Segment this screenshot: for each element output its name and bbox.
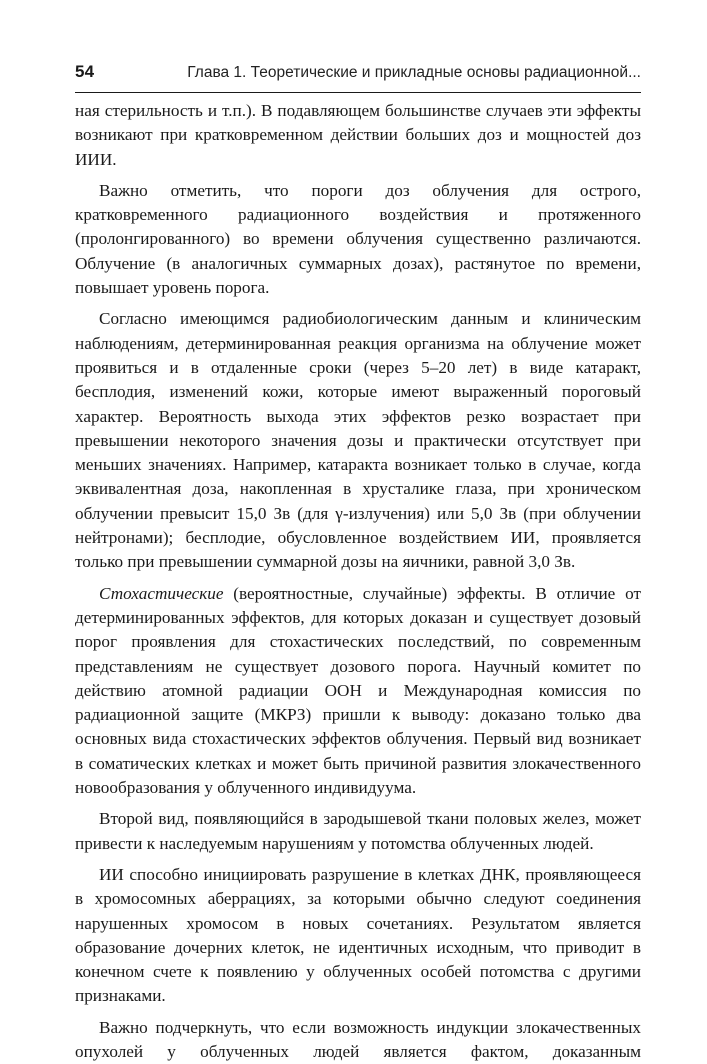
paragraph-second-type: Второй вид, появляющийся в зародышевой ткани половых желез, может привести к наследуемым нарушениям у потомства облученных людей. [75, 809, 641, 853]
stochastic-text: (вероятностные, случайные) эффекты. В отличие от детерминированных эффектов, для которых доказан и существует дозовый порог проявления для стохастических последствий, по современным представлениям не существует дозового порога. Научный комитет по действию атомной радиации ООН и Международная комиссия по радиационной защите (МКРЗ) пришли к выводу: доказано только два основных вида стохастических эффектов облучения. Первый вид возникает в соматических клетках и может быть причиной развития злокачественного новообразования у облученного индивидуума. [75, 583, 641, 798]
header-rule [75, 92, 641, 93]
paragraph-thresholds: Важно отметить, что пороги доз облучения для острого, кратковременного радиационного воздействия и протяженного (пролонгированного) во времени облучения существенно различаются. Облучение (в аналогичных суммарных дозах), растянутое по времени, повышает уровень порога. [75, 180, 641, 298]
paragraph-deterministic: Согласно имеющимся радиобиологическим данным и клиническим наблюдениям, детерминированная реакция организма на облучение может проявиться и в отдаленные сроки (через 5–20 лет) в виде катаракт, бесплодия, изменений кожи, которые имеют выраженный пороговый характер. Вероятность выхода этих эффектов резко возрастает при превышении некоторого значения дозы и практически отсутствует при меньших значениях. Например, катаракта возникает только в случае, когда эквивалентная доза, накопленная в хрусталике глаза, при хроническом облучении превысит 15,0 Зв (для γ-излучения) или 5,0 Зв (при облучении нейтронами); бесплодие, обусловленное воздействием ИИ, проявляется только при превышении суммарной дозы на яичники, равной 3,0 Зв. [75, 309, 641, 572]
page-header [75, 62, 641, 86]
running-head: Глава 1. Теоретические и прикладные основы радиационной... [187, 64, 641, 81]
page-number: 54 [75, 62, 95, 81]
paragraph-continued: ная стерильность и т.п.). В подавляющем большинстве случаев эти эффекты возникают при кратковременном действии больших доз и мощностей доз ИИИ. [75, 101, 641, 169]
book-page [75, 62, 641, 1064]
stochastic-term: Стохастические [99, 583, 224, 603]
paragraph-stochastic [75, 582, 641, 801]
body-text [75, 99, 641, 1064]
paragraph-dna: ИИ способно инициировать разрушение в клетках ДНК, проявляющееся в хромосомных аберрациях, за которыми обычно следуют соединения нарушенных хромосом в новых сочетаниях. Результатом является образование дочерних клеток, не идентичных исходным, что приводит в конечном счете к появлению у облученных особей потомства с другими признаками. [75, 864, 641, 1006]
paragraph-emphasis: Важно подчеркнуть, что если возможность индукции злокачественных опухолей у облученных людей является фактом, доказанным [75, 1017, 641, 1061]
